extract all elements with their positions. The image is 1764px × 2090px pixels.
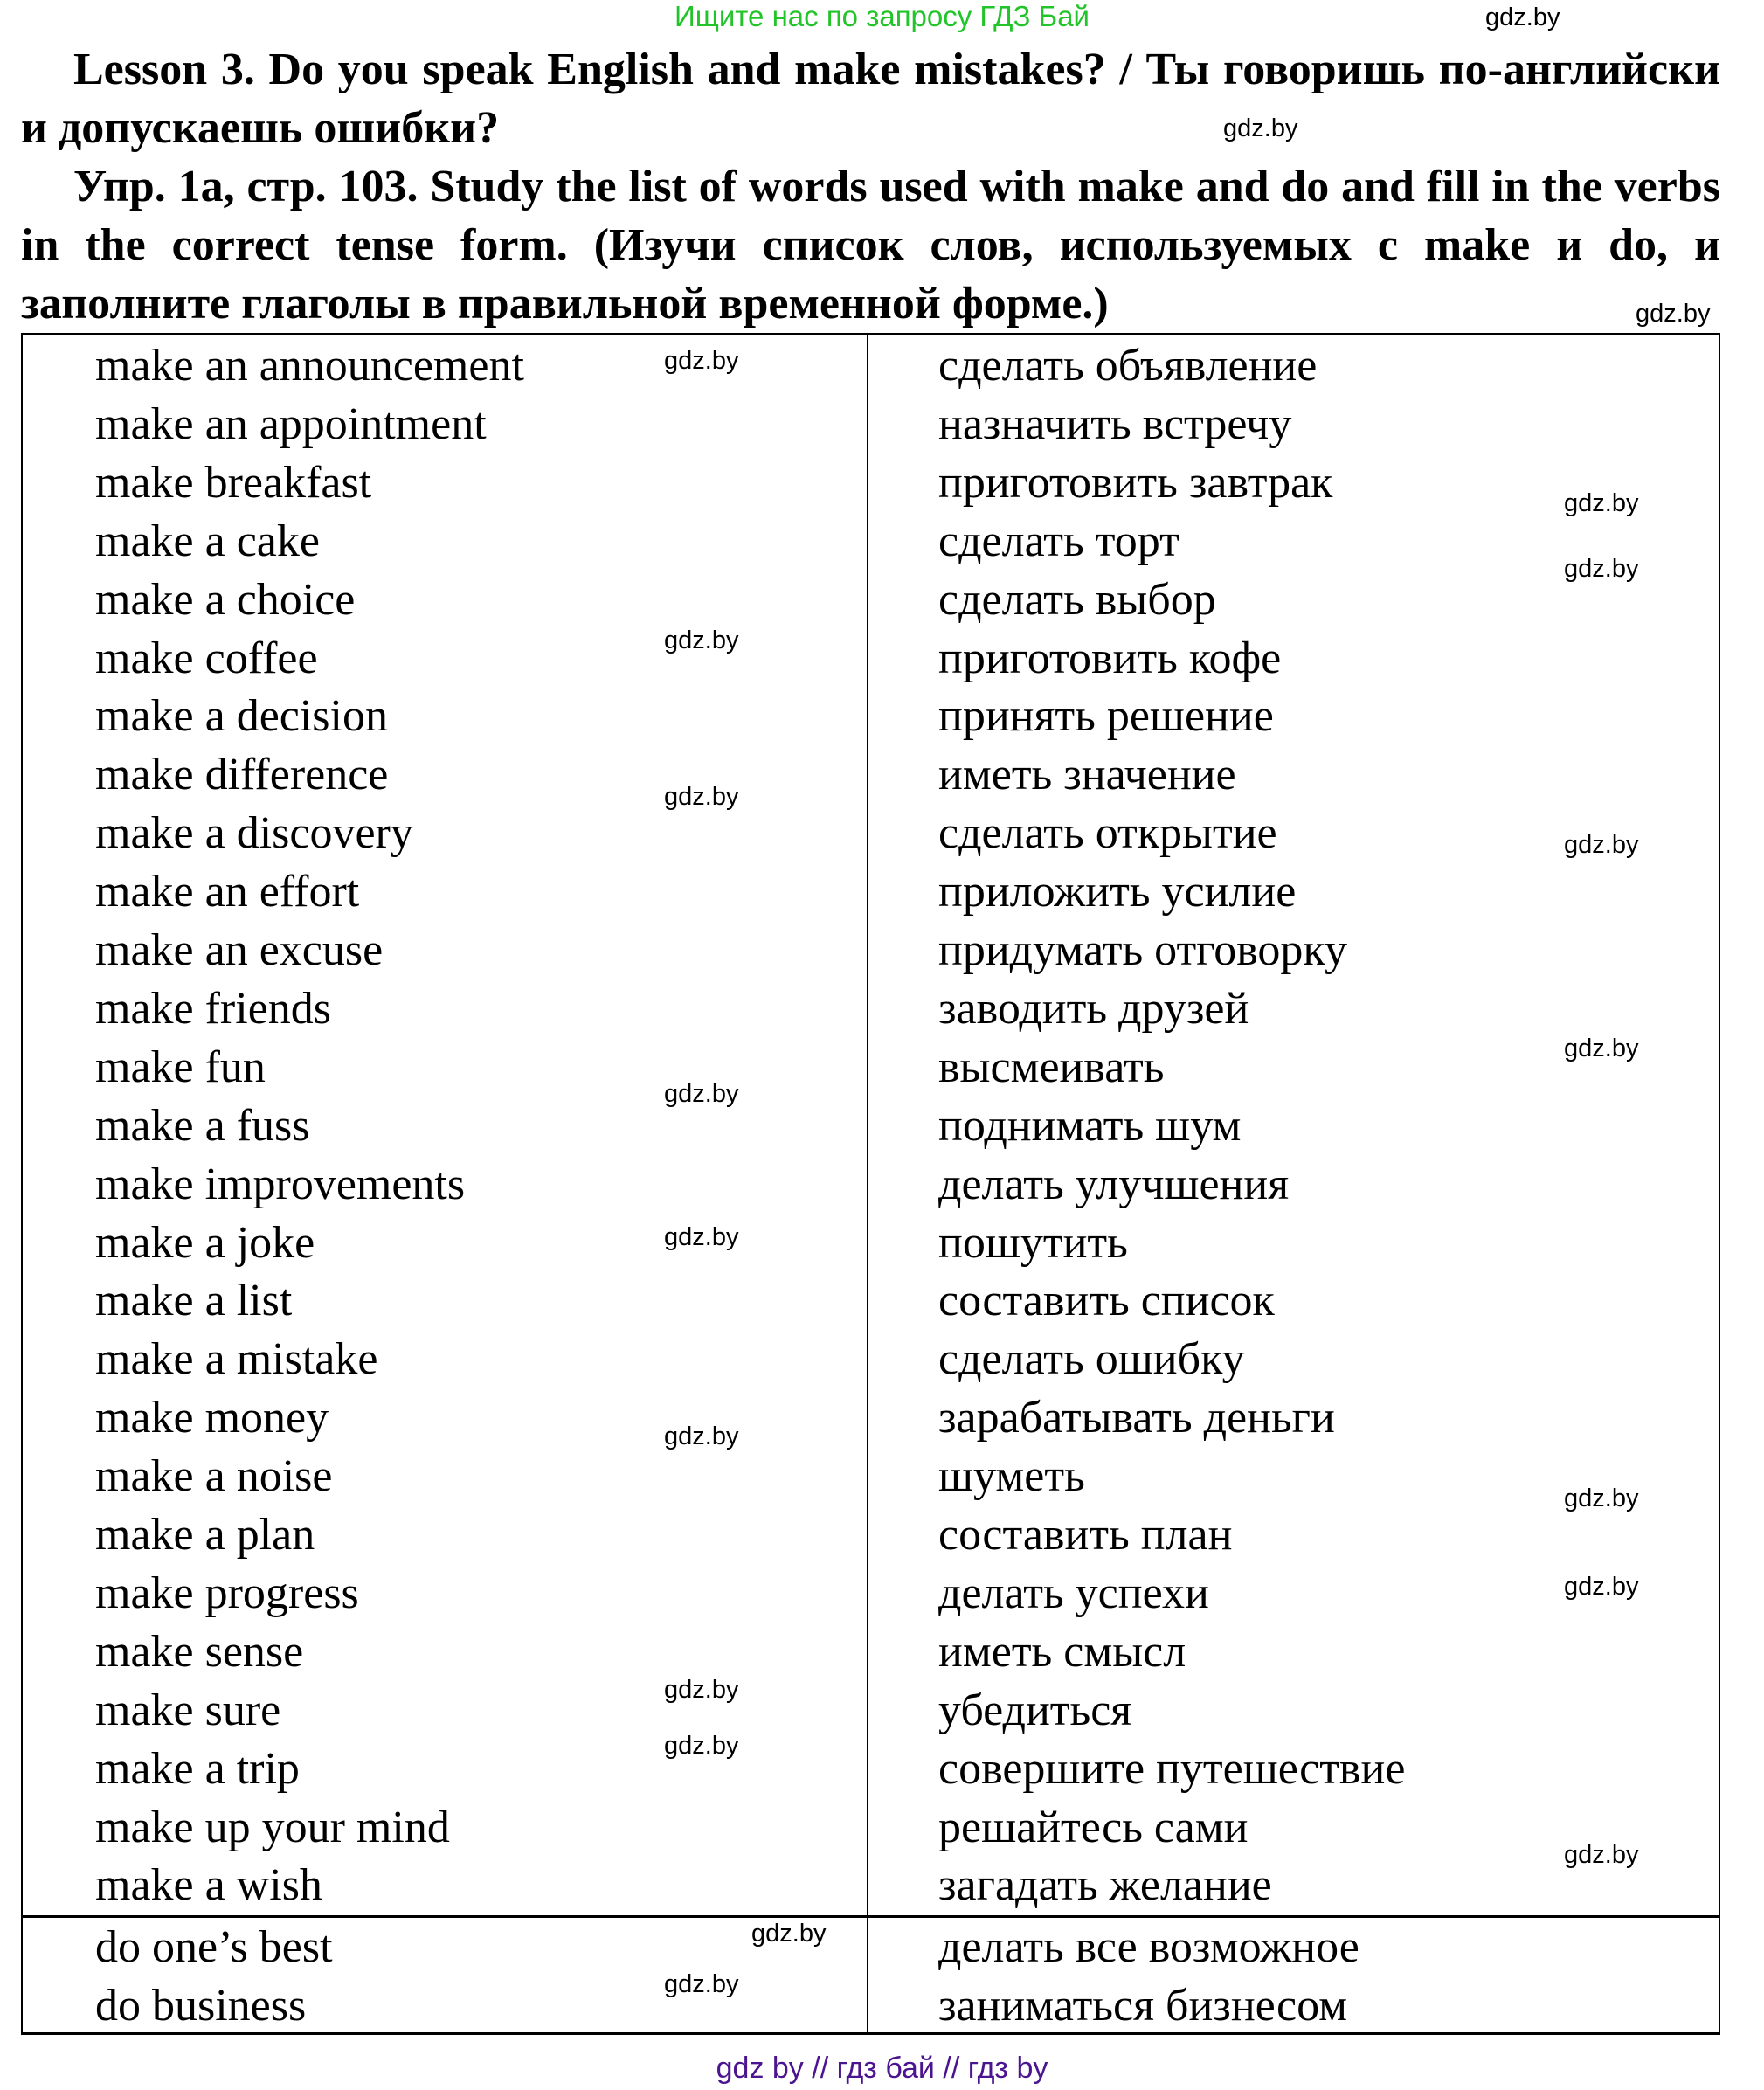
watermark: gdz.by: [664, 1676, 739, 1704]
watermark: gdz.by: [664, 1970, 739, 1998]
watermark: gdz.by: [1636, 300, 1711, 328]
russian-translation: составить список: [938, 1276, 1275, 1326]
make_rows-row: [23, 1623, 1719, 1681]
russian-translation: составить план: [938, 1510, 1233, 1560]
russian-translation: высмеивать: [938, 1042, 1165, 1092]
watermark: gdz.by: [664, 1080, 739, 1108]
watermark: gdz.by: [751, 1920, 827, 1948]
phrase-table: [21, 333, 1720, 2035]
russian-translation: приложить усилие: [938, 867, 1297, 917]
russian-translation: зарабатывать деньги: [938, 1393, 1335, 1443]
russian-translation: назначить встречу: [938, 398, 1292, 449]
make_rows-row: [23, 1564, 1719, 1623]
make_rows-row: [23, 1038, 1719, 1097]
make_rows-row: [23, 1740, 1719, 1798]
russian-translation: делать все возможное: [938, 1922, 1359, 1972]
english-phrase: make a trip: [95, 1743, 300, 1794]
make_rows-row: [23, 979, 1719, 1038]
english-phrase: make an announcement: [95, 341, 524, 391]
english-phrase: make a fuss: [95, 1100, 310, 1151]
russian-translation: поднимать шум: [938, 1100, 1242, 1151]
make_rows-row: [23, 1798, 1719, 1857]
make_rows-row: [23, 453, 1719, 512]
english-phrase: make breakfast: [95, 457, 372, 508]
make_rows-row: [23, 862, 1719, 921]
watermark: gdz.by: [1564, 1484, 1639, 1512]
footer-links: gdz by // гдз бай // гдз by: [716, 2052, 1048, 2085]
russian-translation: делать улучшения: [938, 1159, 1290, 1209]
make_rows-row: [23, 1856, 1719, 1914]
make_rows-row: [23, 1447, 1719, 1505]
english-phrase: make sure: [95, 1685, 281, 1735]
watermark: gdz.by: [1223, 114, 1298, 142]
english-phrase: make fun: [95, 1042, 266, 1092]
english-phrase: make an effort: [95, 867, 360, 917]
english-phrase: make a list: [95, 1276, 293, 1326]
make_rows-row: [23, 1681, 1719, 1740]
make_rows-row: [23, 745, 1719, 804]
make_rows-row: [23, 804, 1719, 862]
search-hint: Ищите нас по запросу ГДЗ Бай: [674, 0, 1090, 32]
russian-translation: иметь значение: [938, 750, 1236, 800]
lesson-title: Lesson 3. Do you speak English and make mistakes? / Ты говоришь по-английски и допускаешь ошибки?: [21, 45, 1720, 153]
english-phrase: make a decision: [95, 691, 388, 742]
make_rows-row: [23, 395, 1719, 453]
english-phrase: make improvements: [95, 1159, 466, 1209]
make_rows-row: [23, 1330, 1719, 1388]
watermark: gdz.by: [664, 1422, 739, 1450]
russian-translation: заниматься бизнесом: [938, 1981, 1348, 2031]
russian-translation: приготовить кофе: [938, 633, 1282, 683]
watermark: gdz.by: [1564, 831, 1639, 859]
russian-translation: шуметь: [938, 1451, 1085, 1502]
watermark: gdz.by: [1485, 3, 1560, 31]
watermark: gdz.by: [664, 783, 739, 811]
english-phrase: make progress: [95, 1568, 359, 1618]
english-phrase: make a mistake: [95, 1334, 378, 1385]
english-phrase: do one’s best: [95, 1922, 333, 1972]
english-phrase: do business: [95, 1981, 307, 2031]
russian-translation: сделать торт: [938, 516, 1179, 566]
english-phrase: make difference: [95, 750, 389, 800]
watermark: gdz.by: [664, 1223, 739, 1251]
english-phrase: make friends: [95, 983, 332, 1034]
make_rows-row: [23, 571, 1719, 629]
make_rows-row: [23, 1505, 1719, 1564]
make_rows-row: [23, 629, 1719, 688]
russian-translation: убедиться: [938, 1685, 1132, 1735]
russian-translation: придумать отговорку: [938, 925, 1347, 975]
watermark: gdz.by: [664, 1732, 739, 1760]
russian-translation: сделать ошибку: [938, 1334, 1245, 1385]
english-phrase: make a choice: [95, 574, 356, 625]
make_rows-row: [23, 687, 1719, 745]
make_rows-row: [23, 1271, 1719, 1330]
english-phrase: make a joke: [95, 1217, 315, 1268]
english-phrase: make a wish: [95, 1860, 322, 1911]
english-phrase: make money: [95, 1393, 329, 1443]
watermark: gdz.by: [1564, 1841, 1639, 1869]
english-phrase: make sense: [95, 1626, 304, 1677]
make_rows-row: [23, 1388, 1719, 1447]
watermark: gdz.by: [1564, 555, 1639, 583]
russian-translation: приготовить завтрак: [938, 457, 1333, 508]
russian-translation: сделать выбор: [938, 574, 1216, 625]
watermark: gdz.by: [1564, 489, 1639, 517]
make_rows-row: [23, 1155, 1719, 1214]
do_rows-row: [23, 1918, 1719, 1976]
russian-translation: сделать объявление: [938, 341, 1318, 391]
make_rows-row: [23, 336, 1719, 395]
english-phrase: make a discovery: [95, 808, 413, 859]
english-phrase: make an appointment: [95, 398, 487, 449]
russian-translation: принять решение: [938, 691, 1274, 742]
english-phrase: make a cake: [95, 516, 320, 566]
russian-translation: решайтесь сами: [938, 1802, 1249, 1852]
do_rows-row: [23, 1976, 1719, 2035]
russian-translation: пошутить: [938, 1217, 1128, 1268]
russian-translation: загадать желание: [938, 1860, 1272, 1911]
watermark: gdz.by: [664, 626, 739, 654]
watermark: gdz.by: [664, 347, 739, 375]
make_rows-row: [23, 512, 1719, 571]
english-phrase: make up your mind: [95, 1802, 450, 1852]
make_rows-row: [23, 921, 1719, 979]
russian-translation: совершите путешествие: [938, 1743, 1406, 1794]
english-phrase: make an excuse: [95, 925, 384, 975]
make_rows-row: [23, 1214, 1719, 1272]
english-phrase: make coffee: [95, 633, 318, 683]
english-phrase: make a noise: [95, 1451, 333, 1502]
english-phrase: make a plan: [95, 1510, 315, 1560]
watermark: gdz.by: [1564, 1035, 1639, 1062]
russian-translation: иметь смысл: [938, 1626, 1186, 1677]
exercise-instructions: Упр. 1a, стр. 103. Study the list of words used with make and do and fill in the verbs in the correct tense form. (Изучи список слов, используемых с make и do, и заполните глаголы в правильной временной форме.): [21, 162, 1720, 329]
watermark: gdz.by: [1564, 1573, 1639, 1601]
make_rows-row: [23, 1097, 1719, 1155]
russian-translation: заводить друзей: [938, 983, 1249, 1034]
russian-translation: сделать открытие: [938, 808, 1277, 859]
russian-translation: делать успехи: [938, 1568, 1209, 1618]
